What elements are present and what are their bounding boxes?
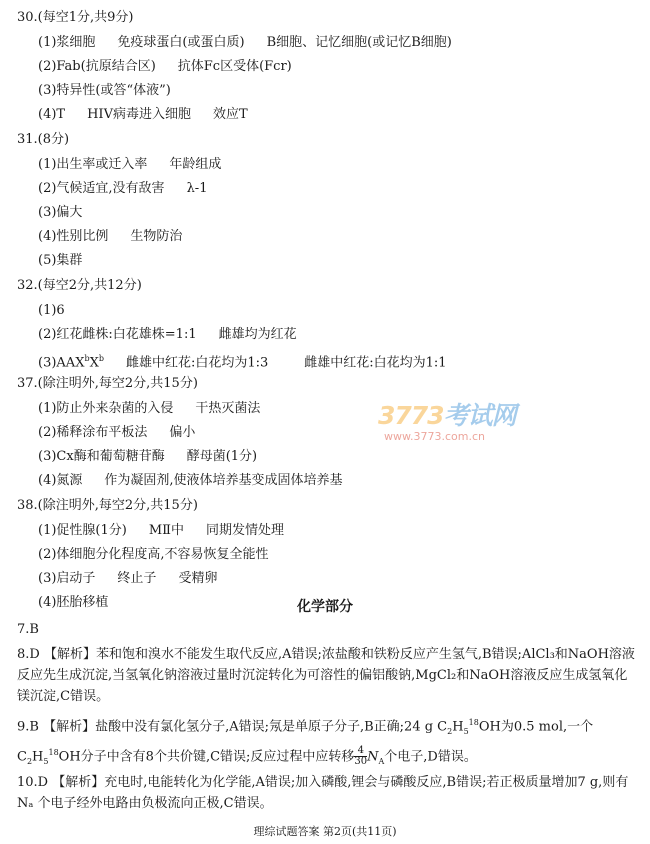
q37-line4: (4)氮源 作为凝固剂,使液体培养基变成固体培养基 <box>38 473 343 488</box>
page-footer: 理综试题答案 第2页(共11页) <box>253 825 397 838</box>
chem-q7: 7.B <box>17 622 39 637</box>
q30-line4: (4)T HIV病毒进入细胞 效应T <box>38 107 248 122</box>
q31-line2: (2)气候适宜,没有敌害 λ-1 <box>38 181 208 196</box>
q38-line2: (2)体细胞分化程度高,不容易恢复全能性 <box>38 547 269 562</box>
q30-line3: (3)特异性(或答“体液”) <box>38 83 171 98</box>
q31-line1: (1)出生率或迁入率 年龄组成 <box>38 157 222 172</box>
watermark-url: www.3773.com.cn <box>384 430 485 443</box>
q32-head: 32.(每空2分,共12分) <box>17 278 142 293</box>
q37-head: 37.(除注明外,每空2分,共15分) <box>17 376 198 391</box>
q32-line2: (2)红花雌株:白花雄株=1:1 雌雄均为红花 <box>38 327 297 342</box>
q31-head: 31.(8分) <box>17 132 70 147</box>
q38-head: 38.(除注明外,每空2分,共15分) <box>17 498 198 513</box>
q31-line3: (3)偏大 <box>38 205 83 220</box>
chem-q10: 10.D 【解析】充电时,电能转化为化学能,A错误;加入磷酸,锂会与磷酸反应,B错误;若正极质量增加7 g,则有 Nₐ 个电子经外电路由负极流向正极,C错误。 <box>17 775 629 811</box>
q31-line4: (4)性别比例 生物防治 <box>38 229 183 244</box>
q37-line3: (3)Cx酶和葡萄糖苷酶 酵母菌(1分) <box>38 449 258 464</box>
q32-line1: (1)6 <box>38 303 65 318</box>
q38-line1: (1)促性腺(1分) MⅡ中 同期发情处理 <box>38 523 285 538</box>
site-watermark <box>378 396 516 443</box>
q37-line1: (1)防止外来杂菌的入侵 干热灭菌法 <box>38 401 261 416</box>
q38-line4: (4)胚胎移植 <box>38 595 109 610</box>
watermark-logo: 3773考试网 <box>378 401 516 430</box>
q30-head: 30.(每空1分,共9分) <box>17 10 134 25</box>
q30-line1: (1)浆细胞 免疫球蛋白(或蛋白质) B细胞、记忆细胞(或记忆B细胞) <box>38 35 452 50</box>
q37-line2: (2)稀释涂布平板法 偏小 <box>38 425 196 440</box>
q30-line2: (2)Fab(抗原结合区) 抗体Fc区受体(Fcr) <box>38 59 292 74</box>
chem-q8: 8.D 【解析】苯和饱和溴水不能发生取代反应,A错误;浓盐酸和铁粉反应产生氢气,B错误;AlCl₃和NaOH溶液反应先生成沉淀,当氢氧化钠溶液过量时沉淀转化为可溶性的偏铝酸钠,MgCl₂和NaOH溶液反应生成氢氧化镁沉淀,C错误。 <box>17 647 635 704</box>
q38-line3: (3)启动子 终止子 受精卵 <box>38 571 218 586</box>
q32-line3: $(3)AAX^bX^b$ 雌雄中红花:白花均为1:3 雌雄中红花:白花均为1:1 <box>38 354 447 371</box>
chem-q9: 9.B 【解析】盐酸中没有氯化氢分子,A错误;氖是单原子分子,B正确;24 g $C_2H_5^{18}OH$为0.5 mol,一个 $C_2H_5^{18}OH$分子中含有8个共价键,C错误;反应过程中应转移 $\frac{4}{30}$ $N_A$个电子,D错误。 <box>17 718 594 768</box>
section-title: 化学部分 <box>297 599 353 615</box>
fraction: $\frac{4}{30}$ <box>354 745 368 768</box>
q31-line5: (5)集群 <box>38 253 83 268</box>
